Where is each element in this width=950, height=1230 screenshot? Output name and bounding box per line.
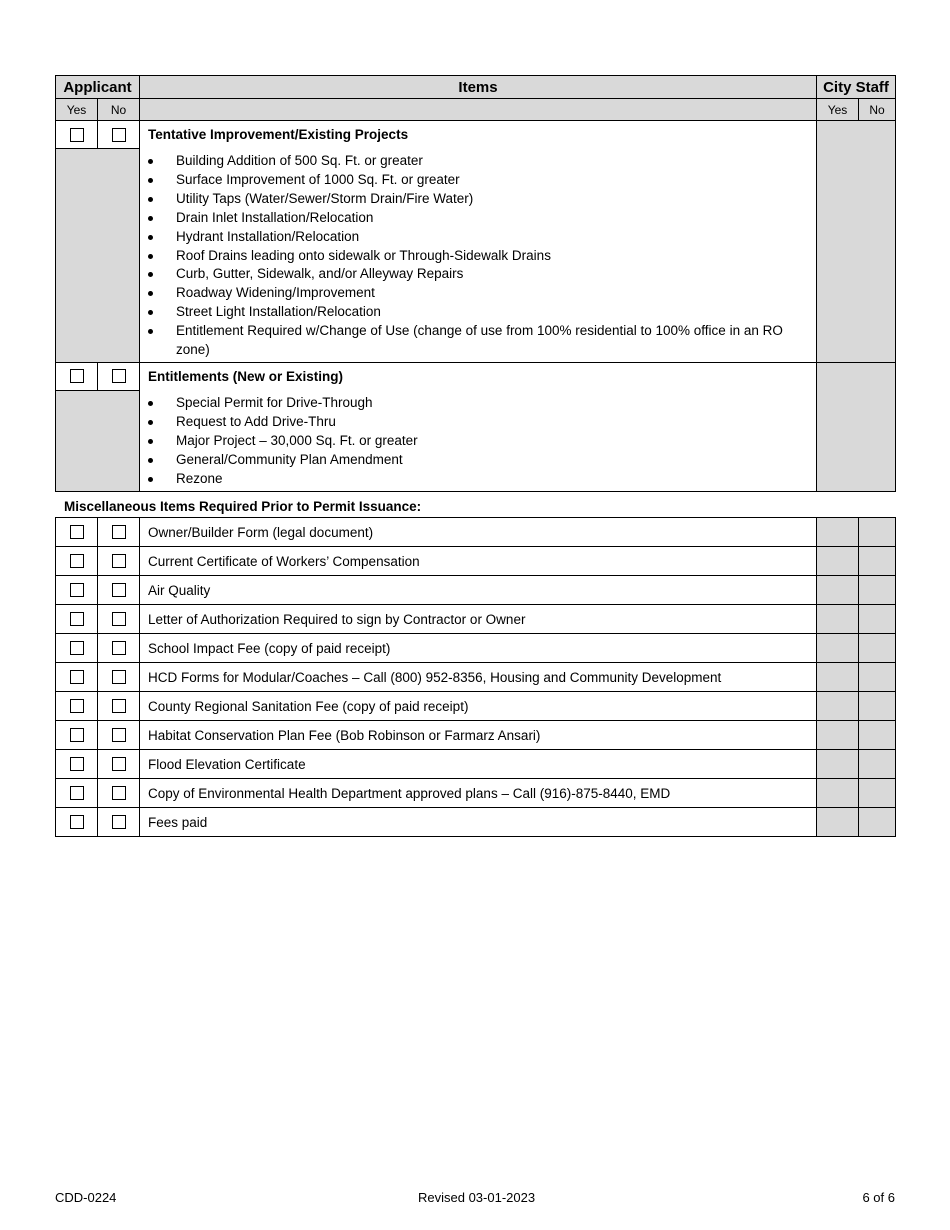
table-row <box>56 576 896 605</box>
applicant-yes-label: Yes <box>56 99 98 121</box>
applicant-no-cell <box>98 808 140 837</box>
applicant-yes-cell <box>56 663 98 692</box>
table-row <box>56 750 896 779</box>
items-header: Items <box>140 76 817 99</box>
item-label: Habitat Conservation Plan Fee (Bob Robinson or Farmarz Ansari) <box>140 721 817 750</box>
applicant-no-checkbox[interactable] <box>112 369 126 383</box>
city-staff-no-cell <box>859 750 896 779</box>
applicant-yes-checkbox[interactable] <box>70 670 84 684</box>
applicant-yes-cell <box>56 779 98 808</box>
applicant-yes-cell <box>56 750 98 779</box>
city-staff-header: City Staff <box>817 76 896 99</box>
applicant-yes-checkbox[interactable] <box>70 554 84 568</box>
applicant-no-cell <box>98 692 140 721</box>
applicant-no-checkbox[interactable] <box>112 786 126 800</box>
applicant-yes-cell <box>56 121 98 149</box>
section-title: Entitlements (New or Existing) <box>148 368 344 384</box>
list-item: Surface Improvement of 1000 Sq. Ft. or greater <box>176 171 796 190</box>
city-staff-no-label: No <box>859 99 896 121</box>
item-label: HCD Forms for Modular/Coaches – Call (800) 952-8356, Housing and Community Development <box>140 663 817 692</box>
applicant-no-cell <box>98 663 140 692</box>
list-item: Utility Taps (Water/Sewer/Storm Drain/Fire Water) <box>176 190 796 209</box>
table-row <box>56 779 896 808</box>
applicant-yes-checkbox[interactable] <box>70 369 84 383</box>
city-staff-yes-cell <box>817 605 859 634</box>
applicant-yes-cell <box>56 605 98 634</box>
city-staff-no-cell <box>859 779 896 808</box>
section-title: Tentative Improvement/Existing Projects <box>148 127 409 142</box>
applicant-yes-cell <box>56 721 98 750</box>
city-staff-yes-cell <box>817 692 859 721</box>
applicant-no-checkbox[interactable] <box>112 728 126 742</box>
item-label: Air Quality <box>140 576 817 605</box>
list-item: Major Project – 30,000 Sq. Ft. or greater <box>176 432 796 451</box>
applicant-no-checkbox[interactable] <box>112 128 126 142</box>
applicant-yes-cell <box>56 692 98 721</box>
revision-date: Revised 03-01-2023 <box>418 1190 536 1205</box>
list-item: Rezone <box>176 470 796 489</box>
applicant-no-checkbox[interactable] <box>112 815 126 829</box>
table-row <box>56 808 896 837</box>
list-item: Drain Inlet Installation/Relocation <box>176 209 796 228</box>
applicant-no-label: No <box>98 99 140 121</box>
table-row <box>56 518 896 547</box>
city-staff-no-cell <box>859 808 896 837</box>
applicant-yes-checkbox[interactable] <box>70 699 84 713</box>
table-row <box>56 605 896 634</box>
applicant-no-cell <box>98 779 140 808</box>
applicant-yes-checkbox[interactable] <box>70 583 84 597</box>
misc-items-table <box>55 517 896 837</box>
city-staff-no-cell <box>859 721 896 750</box>
applicant-no-cell <box>98 547 140 576</box>
applicant-no-cell <box>98 605 140 634</box>
applicant-no-checkbox[interactable] <box>112 757 126 771</box>
list-item: Entitlement Required w/Change of Use (change of use from 100% residential to 100% office in an RO zone) <box>176 322 796 360</box>
applicant-no-checkbox[interactable] <box>112 641 126 655</box>
item-label: School Impact Fee (copy of paid receipt) <box>140 634 817 663</box>
applicant-no-cell <box>98 362 140 390</box>
applicant-no-checkbox[interactable] <box>112 583 126 597</box>
applicant-yes-cell <box>56 518 98 547</box>
item-label: Fees paid <box>140 808 817 837</box>
applicant-yes-checkbox[interactable] <box>70 128 84 142</box>
applicant-yes-cell <box>56 634 98 663</box>
city-staff-no-cell <box>859 576 896 605</box>
items-subheader <box>140 99 817 121</box>
list-item: Street Light Installation/Relocation <box>176 303 796 322</box>
list-item: Hydrant Installation/Relocation <box>176 228 796 247</box>
table-row <box>56 692 896 721</box>
city-staff-no-cell <box>859 547 896 576</box>
section-row <box>56 362 896 390</box>
bullet-list <box>140 394 816 489</box>
applicant-no-checkbox[interactable] <box>112 525 126 539</box>
city-staff-no-cell <box>859 663 896 692</box>
city-staff-no-cell <box>859 634 896 663</box>
item-label: Current Certificate of Workers’ Compensation <box>140 547 817 576</box>
applicant-no-checkbox[interactable] <box>112 612 126 626</box>
city-staff-yes-cell <box>817 808 859 837</box>
bullet-list <box>140 152 816 360</box>
applicant-yes-checkbox[interactable] <box>70 728 84 742</box>
city-staff-yes-cell <box>817 721 859 750</box>
item-label: Letter of Authorization Required to sign by Contractor or Owner <box>140 605 817 634</box>
applicant-no-checkbox[interactable] <box>112 699 126 713</box>
item-label: Owner/Builder Form (legal document) <box>140 518 817 547</box>
applicant-shaded-cell <box>56 149 140 363</box>
applicant-yes-cell <box>56 547 98 576</box>
city-staff-yes-cell <box>817 779 859 808</box>
city-staff-no-cell <box>859 518 896 547</box>
city-staff-yes-cell <box>817 518 859 547</box>
list-item: General/Community Plan Amendment <box>176 451 796 470</box>
applicant-yes-checkbox[interactable] <box>70 786 84 800</box>
city-staff-yes-cell <box>817 634 859 663</box>
checklist-table <box>55 75 896 492</box>
city-staff-yes-cell <box>817 547 859 576</box>
applicant-yes-cell <box>56 362 98 390</box>
applicant-yes-checkbox[interactable] <box>70 757 84 771</box>
city-staff-no-cell <box>859 692 896 721</box>
applicant-shaded-cell <box>56 390 140 491</box>
applicant-no-cell <box>98 750 140 779</box>
table-row <box>56 663 896 692</box>
form-number: CDD-0224 <box>55 1190 117 1205</box>
misc-section-title: Miscellaneous Items Required Prior to Permit Issuance: <box>64 499 422 514</box>
list-item: Request to Add Drive-Thru <box>176 413 796 432</box>
applicant-yes-checkbox[interactable] <box>70 612 84 626</box>
list-item: Roof Drains leading onto sidewalk or Through-Sidewalk Drains <box>176 247 796 266</box>
item-label: Copy of Environmental Health Department approved plans – Call (916)-875-8440, EMD <box>140 779 817 808</box>
list-item: Building Addition of 500 Sq. Ft. or greater <box>176 152 796 171</box>
table-row <box>56 547 896 576</box>
list-item: Special Permit for Drive-Through <box>176 394 796 413</box>
applicant-yes-cell <box>56 576 98 605</box>
city-staff-shaded-cell <box>817 362 896 491</box>
applicant-yes-checkbox[interactable] <box>70 815 84 829</box>
list-item: Roadway Widening/Improvement <box>176 284 796 303</box>
city-staff-yes-cell <box>817 576 859 605</box>
applicant-yes-cell <box>56 808 98 837</box>
city-staff-yes-label: Yes <box>817 99 859 121</box>
applicant-no-cell <box>98 576 140 605</box>
applicant-yes-checkbox[interactable] <box>70 525 84 539</box>
applicant-header: Applicant <box>56 76 140 99</box>
applicant-yes-checkbox[interactable] <box>70 641 84 655</box>
section-items-cell <box>140 362 817 491</box>
applicant-no-checkbox[interactable] <box>112 554 126 568</box>
section-row <box>56 121 896 149</box>
city-staff-no-cell <box>859 605 896 634</box>
table-row <box>56 721 896 750</box>
applicant-no-checkbox[interactable] <box>112 670 126 684</box>
section-items-cell <box>140 121 817 363</box>
item-label: Flood Elevation Certificate <box>140 750 817 779</box>
city-staff-yes-cell <box>817 750 859 779</box>
applicant-no-cell <box>98 634 140 663</box>
table-row <box>56 634 896 663</box>
list-item: Curb, Gutter, Sidewalk, and/or Alleyway Repairs <box>176 265 796 284</box>
page-number: 6 of 6 <box>862 1190 895 1205</box>
applicant-no-cell <box>98 518 140 547</box>
applicant-no-cell <box>98 121 140 149</box>
city-staff-shaded-cell <box>817 121 896 363</box>
city-staff-yes-cell <box>817 663 859 692</box>
item-label: County Regional Sanitation Fee (copy of paid receipt) <box>140 692 817 721</box>
applicant-no-cell <box>98 721 140 750</box>
misc-items-body <box>56 518 896 837</box>
